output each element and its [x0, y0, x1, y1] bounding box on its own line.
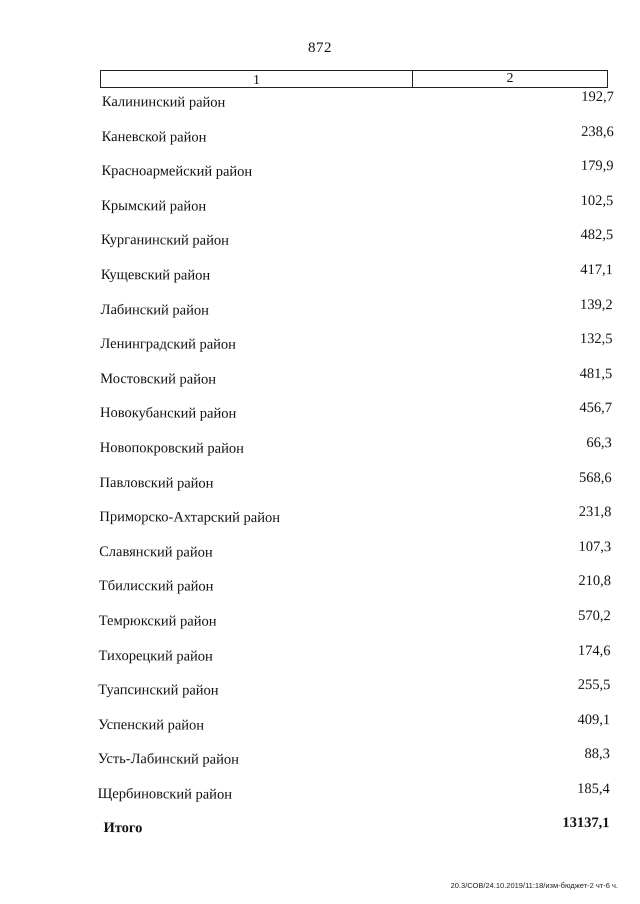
- district-name: Красноармейский район: [101, 163, 253, 181]
- district-name: Каневской район: [101, 128, 207, 146]
- table-row: [99, 605, 611, 643]
- district-name: Новопокровский район: [99, 439, 244, 457]
- district-name: Приморско-Ахтарский район: [99, 509, 281, 527]
- table-row: [100, 363, 612, 401]
- district-value: 179,9: [580, 158, 614, 175]
- district-name: Тбилисский район: [98, 578, 214, 596]
- district-value: 174,6: [577, 642, 611, 659]
- district-name: Калининский район: [101, 93, 226, 111]
- district-value: 210,8: [578, 573, 612, 590]
- table-row: [101, 155, 613, 193]
- district-name: Щербиновский район: [97, 785, 233, 803]
- table-row: [99, 570, 611, 608]
- district-value: 238,6: [581, 123, 614, 140]
- district-table-body: [97, 86, 614, 850]
- table-row: [101, 259, 613, 297]
- district-value: 481,5: [579, 365, 613, 382]
- district-name: Кущевский район: [100, 266, 211, 284]
- district-value: 568,6: [578, 469, 612, 486]
- table-row: [99, 501, 611, 539]
- district-value: 102,5: [580, 192, 614, 209]
- district-name: Павловский район: [99, 474, 214, 492]
- document-stamp: 20.3/СОВ/24.10.2019/11:18/изм-бюджет-2 чт-6 ч.: [450, 881, 618, 890]
- page-number: 872: [308, 40, 332, 56]
- table-row: [102, 121, 614, 159]
- district-value: 132,5: [579, 331, 613, 348]
- district-value: 185,4: [577, 780, 610, 797]
- district-value: 107,3: [578, 538, 612, 555]
- district-name: Туапсинский район: [98, 682, 219, 699]
- district-name: Мостовский район: [100, 370, 217, 388]
- district-value: 88,3: [584, 746, 610, 763]
- table-row: [100, 432, 612, 470]
- column-header-1: 1: [101, 71, 413, 87]
- table-row: [101, 224, 613, 262]
- district-name: Лабинский район: [100, 301, 209, 319]
- table-row: [98, 709, 610, 747]
- table-row: [98, 639, 610, 677]
- district-name: Крымский район: [101, 197, 207, 215]
- column-header-2: 2: [506, 71, 514, 86]
- table-row: [102, 86, 614, 124]
- district-value: 570,2: [578, 607, 611, 625]
- total-label: Итого: [103, 820, 143, 837]
- table-row: [99, 467, 611, 505]
- district-name: Усть-Лабинский район: [97, 751, 239, 769]
- table-row: [100, 328, 612, 366]
- table-row: [98, 778, 610, 816]
- table-row: [98, 743, 610, 781]
- district-name: Славянский район: [99, 543, 213, 561]
- district-value: 482,5: [580, 227, 614, 244]
- district-value: 255,5: [577, 677, 611, 694]
- table-row: [98, 674, 610, 712]
- district-value: 231,8: [578, 504, 612, 521]
- district-value: 139,2: [580, 296, 613, 313]
- district-name: Ленинградский район: [100, 336, 237, 353]
- table-row: [101, 190, 613, 228]
- district-name: Новокубанский район: [99, 405, 237, 423]
- table-header: [100, 70, 608, 88]
- district-name: Успенский район: [98, 716, 205, 734]
- table-row: [101, 294, 613, 332]
- district-value: 192,7: [581, 88, 614, 106]
- table-row: [99, 536, 611, 574]
- district-name: Тихорецкий район: [98, 647, 213, 665]
- total-value: 13137,1: [562, 815, 610, 832]
- table-row: [100, 397, 612, 435]
- district-value: 417,1: [580, 261, 613, 279]
- district-name: Темрюкский район: [98, 612, 217, 630]
- district-value: 409,1: [577, 711, 611, 728]
- district-value: 66,3: [586, 434, 612, 452]
- total-row: [97, 812, 609, 850]
- district-value: 456,7: [579, 400, 613, 417]
- district-name: Курганинский район: [101, 232, 229, 250]
